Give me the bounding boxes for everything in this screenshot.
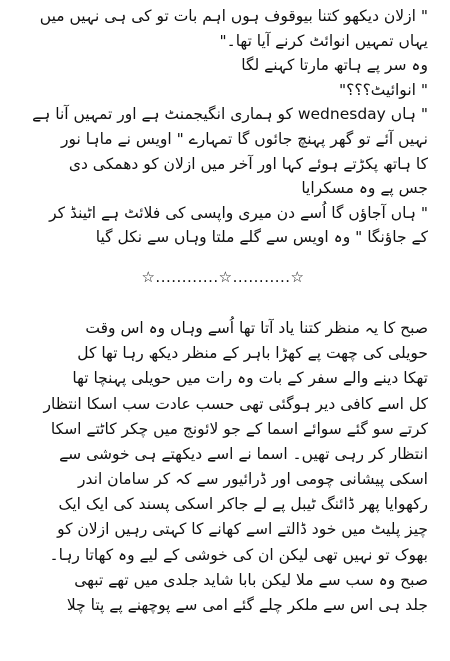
text-line: جس پے وہ مسکرایا xyxy=(301,179,428,198)
text-line: چیز پلیٹ میں خود ڈالتے اسے کھانے کا کہتی رہیں ازلان کو xyxy=(57,520,428,539)
text-line: جلد ہی اس سے ملکر چلے گئے امی سے پوچھنے پے پتا چلا xyxy=(66,596,428,614)
text-line: " ہاں wednesday کو ہماری انگیجمنٹ ہے اور تمہیں آنا ہے xyxy=(32,105,428,124)
text-line: حویلی کی چھت پے کھڑا باہر کے منظر دیکھ رہا تھا کل xyxy=(77,344,428,363)
text-line: " ہاں آجاؤں گا اُسے دن میری واپسی کی فلائٹ ہے اٹینڈ کر xyxy=(49,203,428,222)
text-line: صبح کا یہ منظر کتنا یاد آتا تھا اُسے وہاں وہ اس وقت xyxy=(85,318,428,337)
text-line: کرتے سو گئے سوائے اسما کے جو لائونج میں چکر کاٹتے اسکا xyxy=(50,419,428,438)
text-line: انتظار کر رہی تھیں۔ اسما نے اسے دیکھتے ہی خوشی سے xyxy=(59,444,428,463)
text-line: تھکا دینے والے سفر کے بات وہ رات میں حویلی پہنچا تھا xyxy=(72,369,428,388)
text-line: رکھوایا پھر ڈائنگ ٹیبل پے لے جاکر اسکی پسند کی ایک ایک xyxy=(58,495,428,514)
text-line: " ازلان دیکھو کتنا بیوقوف ہوں اہم بات تو کی ہی نہیں میں xyxy=(39,7,428,25)
text-line: بھوک تو نہیں تھی لیکن ان کی خوشی کے لیے وہ کھاتا رہا۔ xyxy=(49,545,428,564)
text-line: وہ سر پے ہاتھ مارتا کہنے لگا xyxy=(241,56,428,75)
section-divider: ☆............☆...........☆ xyxy=(141,267,305,286)
text-line: صبح وہ سب سے ملا لیکن بابا شاید جلدی میں تھے تبھی xyxy=(74,570,428,589)
text-line: کے جاؤنگا " وہ اویس سے گلے ملتا وہاں سے نکل گیا xyxy=(95,228,428,247)
text-line: کل اسے کافی دیر ہوگئی تھی حسب عادت سب اسکا انتظار xyxy=(43,394,428,413)
text-line: اسکی پیشانی چومی اور ڈرائیور سے کہ کر سامان اندر xyxy=(78,470,428,489)
text-line: یہاں تمہیں انوائٹ کرنے آیا تھا۔" xyxy=(219,31,428,50)
narrative-section xyxy=(18,316,428,618)
dialogue-section xyxy=(18,4,428,250)
text-line: کا ہاتھ پکڑتے ہوئے کہا اور آخر میں ازلان کو دھمکی دی xyxy=(68,154,428,173)
text-line: " انوائیٹ؟؟؟" xyxy=(338,80,428,99)
text-line: نہیں آئے تو گھر پہنچ جائوں گا تمہارے " اویس نے ماہا نور xyxy=(61,129,428,148)
